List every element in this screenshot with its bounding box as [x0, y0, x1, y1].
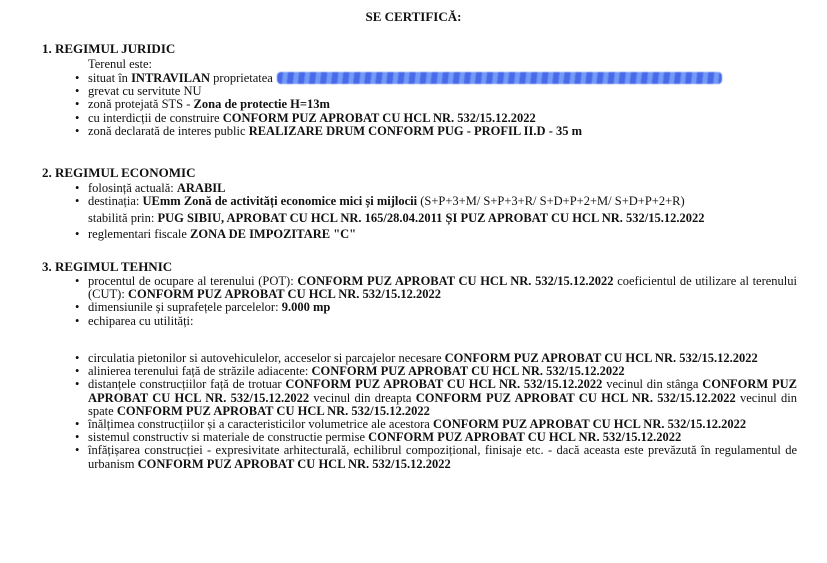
redaction-mark	[277, 72, 722, 84]
list-item-interes-public: • zonă declarată de interes public REALIZARE DRUM CONFORM PUG - PROFIL II.D - 35 m	[75, 125, 795, 138]
section-heading-regimul-economic: 2. REGIMUL ECONOMIC	[42, 165, 196, 180]
list-item-situat: • situat în INTRAVILAN proprietatea	[75, 72, 795, 85]
regim-tehnic-list-2	[75, 352, 797, 471]
list-item-dimensiuni: • dimensiunile și suprafețele parcelelor: 9.000 mp	[75, 301, 797, 314]
section-heading-regimul-tehnic: 3. REGIMUL TEHNIC	[42, 259, 173, 274]
list-item-zona-protejata: • zonă protejată STS - Zona de protectie H=13m	[75, 98, 795, 111]
list-item-pot-cut: • procentul de ocupare al terenului (POT): CONFORM PUZ APROBAT CU HCL NR. 532/15.12.2022 coeficientul de utilizare al terenului (CUT): CONFORM PUZ APROBAT CU HCL NR. 532/15.12.2022	[75, 275, 797, 301]
document-title: SE CERTIFICĂ:	[365, 9, 462, 24]
list-item-circulatia: • circulatia pietonilor si autovehiculelor, acceselor si parcajelor necesare CONFORM PUZ APROBAT CU HCL NR. 532/15.12.2022	[75, 352, 797, 365]
list-item-sistemul-constructiv: • sistemul constructiv si materiale de constructie permise CONFORM PUZ APROBAT CU HCL NR. 532/15.12.2022	[75, 431, 797, 444]
section1-intro: Terenul este:	[88, 57, 153, 71]
list-item-reglementari-fiscale: • reglementari fiscale ZONA DE IMPOZITARE "C"	[75, 228, 795, 241]
list-item-folosinta: • folosință actuală: ARABIL	[75, 182, 795, 195]
stabilita-prin-line: stabilită prin: PUG SIBIU, APROBAT CU HCL NR. 165/28.04.2011 ȘI PUZ APROBAT CU HCL NR. 532/15.12.2022	[88, 211, 705, 225]
regim-economic-list	[75, 182, 795, 208]
list-item-infatisarea: • înfățișarea construcției - expresivitate arhitecturală, echilibrul compozițional, finisaje etc. - dacă aceasta este prevăzută în regulamentul de urbanism CONFORM PUZ APROBAT CU HCL NR. 532/15.12.2022	[75, 444, 797, 470]
list-item-inaltimea: • înălțimea construcțiilor și a caracteristicilor volumetrice ale acestora CONFORM PUZ APROBAT CU HCL NR. 532/15.12.2022	[75, 418, 797, 431]
list-item-grevat: • grevat cu servitute NU	[75, 85, 795, 98]
list-item-alinierea: • alinierea terenului față de străzile adiacente: CONFORM PUZ APROBAT CU HCL NR. 532/15.12.2022	[75, 365, 797, 378]
regim-tehnic-list	[75, 275, 797, 328]
regim-juridic-list	[75, 72, 795, 138]
regim-economic-list-2	[75, 228, 795, 241]
list-item-destinatia: • destinația: UEmm Zonă de activități economice mici și mijlocii (S+P+3+M/ S+P+3+R/ S+D+P+2+M/ S+D+P+2+R)	[75, 195, 795, 208]
section-heading-regimul-juridic: 1. REGIMUL JURIDIC	[42, 41, 176, 56]
list-item-echiparea: • echiparea cu utilități:	[75, 315, 797, 328]
list-item-interdictii: • cu interdicții de construire CONFORM PUZ APROBAT CU HCL NR. 532/15.12.2022	[75, 112, 795, 125]
list-item-distante: • distanțele construcțiilor față de trotuar CONFORM PUZ APROBAT CU HCL NR. 532/15.12.2022 vecinul din stânga CONFORM PUZ APROBAT CU HCL NR. 532/15.12.2022 vecinul din dreapta CONFORM PUZ APROBAT CU HCL NR. 532/15.12.2022 vecinul din spate CONFORM PUZ APROBAT CU HCL NR. 532/15.12.2022	[75, 378, 797, 418]
